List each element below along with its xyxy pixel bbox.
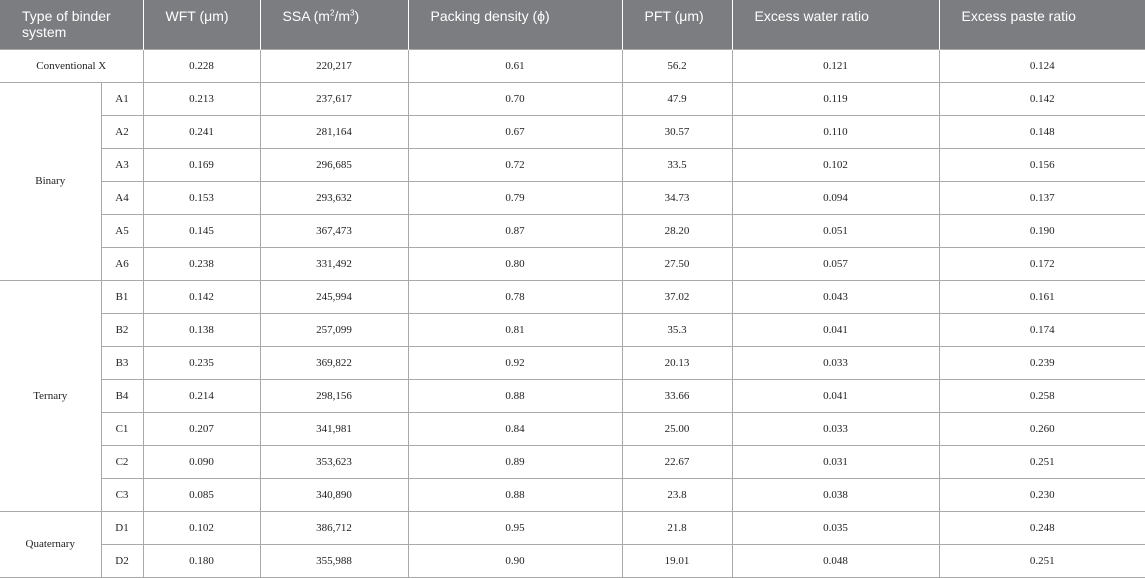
cell-mix-id: C2	[101, 445, 143, 478]
table-body	[0, 49, 1145, 577]
cell-excess-paste-ratio: 0.251	[939, 445, 1145, 478]
cell-ssa: 341,981	[260, 412, 408, 445]
table-row	[0, 445, 1145, 478]
cell-wft: 0.102	[143, 511, 260, 544]
cell-excess-paste-ratio: 0.190	[939, 214, 1145, 247]
cell-excess-water-ratio: 0.057	[732, 247, 939, 280]
cell-ssa: 257,099	[260, 313, 408, 346]
cell-packing-density: 0.72	[408, 148, 622, 181]
cell-wft: 0.241	[143, 115, 260, 148]
header-ssa-mid: /m	[334, 8, 350, 24]
cell-ssa: 220,217	[260, 49, 408, 82]
header-ssa	[260, 0, 408, 49]
cell-ssa: 353,623	[260, 445, 408, 478]
cell-mix-id: C3	[101, 478, 143, 511]
header-ssa-end: )	[354, 8, 360, 24]
cell-pft: 37.02	[622, 280, 732, 313]
cell-pft: 27.50	[622, 247, 732, 280]
header-ssa-sup1: 2	[329, 8, 335, 18]
table-row	[0, 148, 1145, 181]
cell-excess-water-ratio: 0.033	[732, 412, 939, 445]
cell-pft: 20.13	[622, 346, 732, 379]
table-row	[0, 346, 1145, 379]
table-row	[0, 313, 1145, 346]
cell-packing-density: 0.78	[408, 280, 622, 313]
cell-excess-water-ratio: 0.121	[732, 49, 939, 82]
cell-excess-paste-ratio: 0.156	[939, 148, 1145, 181]
cell-wft: 0.214	[143, 379, 260, 412]
cell-excess-water-ratio: 0.048	[732, 544, 939, 577]
header-type-of-binder-system: Type of binder system	[0, 0, 143, 49]
cell-packing-density: 0.88	[408, 478, 622, 511]
table-row	[0, 379, 1145, 412]
cell-pft: 21.8	[622, 511, 732, 544]
cell-mix-id: B2	[101, 313, 143, 346]
cell-excess-water-ratio: 0.094	[732, 181, 939, 214]
header-pft: PFT (μm)	[622, 0, 732, 49]
cell-pft: 22.67	[622, 445, 732, 478]
cell-wft: 0.169	[143, 148, 260, 181]
cell-excess-water-ratio: 0.041	[732, 379, 939, 412]
header-wft: WFT (μm)	[143, 0, 260, 49]
cell-excess-paste-ratio: 0.248	[939, 511, 1145, 544]
cell-excess-paste-ratio: 0.258	[939, 379, 1145, 412]
cell-excess-paste-ratio: 0.137	[939, 181, 1145, 214]
group-label-ternary: Ternary	[0, 280, 101, 511]
cell-packing-density: 0.67	[408, 115, 622, 148]
header-excess-water-ratio: Excess water ratio	[732, 0, 939, 49]
cell-packing-density: 0.80	[408, 247, 622, 280]
cell-ssa: 355,988	[260, 544, 408, 577]
cell-wft: 0.085	[143, 478, 260, 511]
cell-pft: 23.8	[622, 478, 732, 511]
cell-packing-density: 0.90	[408, 544, 622, 577]
cell-packing-density: 0.61	[408, 49, 622, 82]
cell-wft: 0.180	[143, 544, 260, 577]
cell-mix-id: A6	[101, 247, 143, 280]
cell-wft: 0.213	[143, 82, 260, 115]
cell-pft: 56.2	[622, 49, 732, 82]
cell-excess-paste-ratio: 0.251	[939, 544, 1145, 577]
cell-excess-paste-ratio: 0.260	[939, 412, 1145, 445]
table-row-conventional	[0, 49, 1145, 82]
header-excess-paste-ratio: Excess paste ratio	[939, 0, 1145, 49]
cell-pft: 33.66	[622, 379, 732, 412]
cell-packing-density: 0.81	[408, 313, 622, 346]
header-packing-density: Packing density (ϕ)	[408, 0, 622, 49]
table-row	[0, 214, 1145, 247]
cell-excess-water-ratio: 0.043	[732, 280, 939, 313]
table-header	[0, 0, 1145, 49]
table-row	[0, 544, 1145, 577]
cell-mix-id: C1	[101, 412, 143, 445]
cell-pft: 30.57	[622, 115, 732, 148]
cell-mix-id: A5	[101, 214, 143, 247]
cell-ssa: 296,685	[260, 148, 408, 181]
cell-ssa: 340,890	[260, 478, 408, 511]
cell-mix-id: A4	[101, 181, 143, 214]
cell-ssa: 367,473	[260, 214, 408, 247]
header-row	[0, 0, 1145, 49]
cell-pft: 28.20	[622, 214, 732, 247]
cell-mix-id: A3	[101, 148, 143, 181]
cell-packing-density: 0.89	[408, 445, 622, 478]
table-row	[0, 478, 1145, 511]
cell-wft: 0.153	[143, 181, 260, 214]
cell-packing-density: 0.88	[408, 379, 622, 412]
cell-mix-id: B3	[101, 346, 143, 379]
cell-packing-density: 0.95	[408, 511, 622, 544]
group-label-quaternary: Quaternary	[0, 511, 101, 577]
header-ssa-base: SSA (m	[282, 8, 330, 24]
cell-mix-id: A1	[101, 82, 143, 115]
cell-excess-paste-ratio: 0.172	[939, 247, 1145, 280]
cell-pft: 25.00	[622, 412, 732, 445]
cell-excess-water-ratio: 0.038	[732, 478, 939, 511]
cell-wft: 0.235	[143, 346, 260, 379]
cell-pft: 35.3	[622, 313, 732, 346]
cell-ssa: 331,492	[260, 247, 408, 280]
cell-excess-paste-ratio: 0.230	[939, 478, 1145, 511]
cell-packing-density: 0.79	[408, 181, 622, 214]
cell-excess-paste-ratio: 0.148	[939, 115, 1145, 148]
table-row	[0, 181, 1145, 214]
cell-ssa: 298,156	[260, 379, 408, 412]
cell-excess-water-ratio: 0.035	[732, 511, 939, 544]
cell-excess-water-ratio: 0.031	[732, 445, 939, 478]
cell-mix-id: A2	[101, 115, 143, 148]
cell-ssa: 293,632	[260, 181, 408, 214]
cell-pft: 47.9	[622, 82, 732, 115]
cell-wft: 0.145	[143, 214, 260, 247]
cell-packing-density: 0.70	[408, 82, 622, 115]
cell-packing-density: 0.92	[408, 346, 622, 379]
row-label-conventional: Conventional X	[0, 49, 143, 82]
cell-pft: 34.73	[622, 181, 732, 214]
cell-pft: 19.01	[622, 544, 732, 577]
cell-excess-paste-ratio: 0.142	[939, 82, 1145, 115]
table-row	[0, 280, 1145, 313]
cell-ssa: 237,617	[260, 82, 408, 115]
cell-excess-paste-ratio: 0.161	[939, 280, 1145, 313]
cell-ssa: 369,822	[260, 346, 408, 379]
cell-wft: 0.090	[143, 445, 260, 478]
cell-mix-id: D2	[101, 544, 143, 577]
cell-mix-id: B1	[101, 280, 143, 313]
table-row	[0, 82, 1145, 115]
cell-wft: 0.207	[143, 412, 260, 445]
cell-excess-water-ratio: 0.041	[732, 313, 939, 346]
header-ssa-sup2: 3	[350, 8, 355, 18]
cell-mix-id: B4	[101, 379, 143, 412]
cell-excess-water-ratio: 0.102	[732, 148, 939, 181]
table-row	[0, 412, 1145, 445]
cell-wft: 0.142	[143, 280, 260, 313]
cell-excess-paste-ratio: 0.124	[939, 49, 1145, 82]
cell-excess-water-ratio: 0.033	[732, 346, 939, 379]
cell-ssa: 245,994	[260, 280, 408, 313]
cell-excess-paste-ratio: 0.239	[939, 346, 1145, 379]
cell-excess-water-ratio: 0.110	[732, 115, 939, 148]
cell-excess-water-ratio: 0.119	[732, 82, 939, 115]
cell-mix-id: D1	[101, 511, 143, 544]
table-row	[0, 511, 1145, 544]
cell-ssa: 281,164	[260, 115, 408, 148]
cell-ssa: 386,712	[260, 511, 408, 544]
table-row	[0, 115, 1145, 148]
cell-wft: 0.238	[143, 247, 260, 280]
cell-packing-density: 0.87	[408, 214, 622, 247]
cell-excess-water-ratio: 0.051	[732, 214, 939, 247]
cell-wft: 0.228	[143, 49, 260, 82]
group-label-binary: Binary	[0, 82, 101, 280]
cell-wft: 0.138	[143, 313, 260, 346]
cell-packing-density: 0.84	[408, 412, 622, 445]
table-row	[0, 247, 1145, 280]
cell-excess-paste-ratio: 0.174	[939, 313, 1145, 346]
cell-pft: 33.5	[622, 148, 732, 181]
